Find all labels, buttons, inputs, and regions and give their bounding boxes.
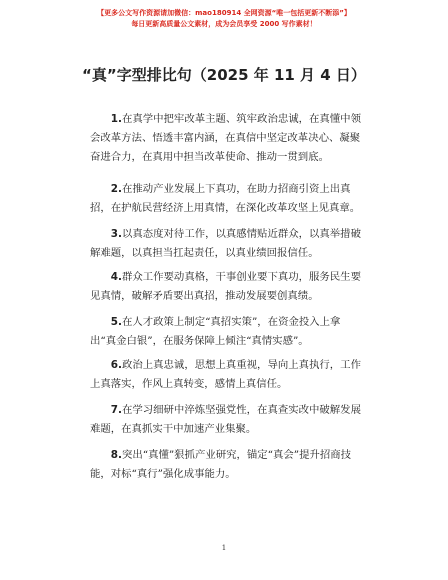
- paragraph-text: 以真态度对待工作，以真感情贴近群众，以真举措破解难题，以真担当扛起责任，以真业绩回报信任。: [90, 228, 361, 259]
- paragraph-number: 3.: [110, 228, 122, 240]
- paragraph-number: 6.: [110, 359, 122, 371]
- paragraph-number: 7.: [110, 404, 122, 416]
- paragraph-text: 在学习细研中淬炼坚强党性，在真查实改中破解发展难题，在真抓实干中加速产业集聚。: [90, 404, 361, 435]
- paragraph-text: 突出“真懂”狠抓产业研究，锚定“真会”提升招商技能，对标“真行”强化成事能力。: [90, 449, 352, 480]
- paragraph-4: [90, 268, 364, 306]
- paragraph-text: 在人才政策上制定“真招实策”，在资金投入上拿出“真金白银”，在服务保障上倾注“真情实感”。: [90, 316, 341, 347]
- paragraph-number: 8.: [110, 449, 122, 461]
- paragraph-3: [90, 225, 364, 263]
- paragraph-number: 1.: [110, 113, 122, 125]
- paragraph-text: 政治上真忠诚，思想上真重视，导向上真执行，工作上真落实，作风上真转变，感情上真信任。: [90, 359, 361, 390]
- promo-banner-line1: 【更多公文写作资源请加微信：mao180914 全网资源“唯一包括更新不断添”】: [97, 9, 351, 17]
- paragraph-text: 在推动产业发展上下真功，在助力招商引资上出真招，在护航民营经济上用真情，在深化改革攻坚上见真章。: [90, 183, 361, 214]
- paragraph-text: 群众工作要动真格，干事创业要下真功，服务民生要见真情，破解矛盾要出真招，推动发展要创真绩。: [90, 271, 361, 302]
- promo-banner: [0, 8, 448, 30]
- paragraph-7: [90, 401, 364, 439]
- paragraph-2: [90, 180, 364, 218]
- promo-banner-line2: 每日更新高质量公文素材，成为会员享受 2000 写作素材！: [131, 20, 317, 28]
- paragraph-number: 4.: [110, 271, 122, 283]
- paragraph-number: 5.: [110, 316, 122, 328]
- document-title: “真”字型排比句（2025 年 11 月 4 日）: [82, 66, 366, 84]
- paragraph-6: [90, 356, 364, 394]
- paragraph-number: 2.: [110, 183, 122, 195]
- paragraph-1: [90, 110, 364, 167]
- page-number: 1: [221, 544, 227, 552]
- paragraph-5: [90, 313, 364, 351]
- paragraph-8: [90, 446, 364, 484]
- paragraph-text: 在真学中把牢改革主题、筑牢政治忠诚，在真懂中领会改革方法、悟透丰富内涵，在真信中坚定改革决心、凝聚奋进合力，在真用中担当改革使命、推动一贯到底。: [90, 113, 361, 163]
